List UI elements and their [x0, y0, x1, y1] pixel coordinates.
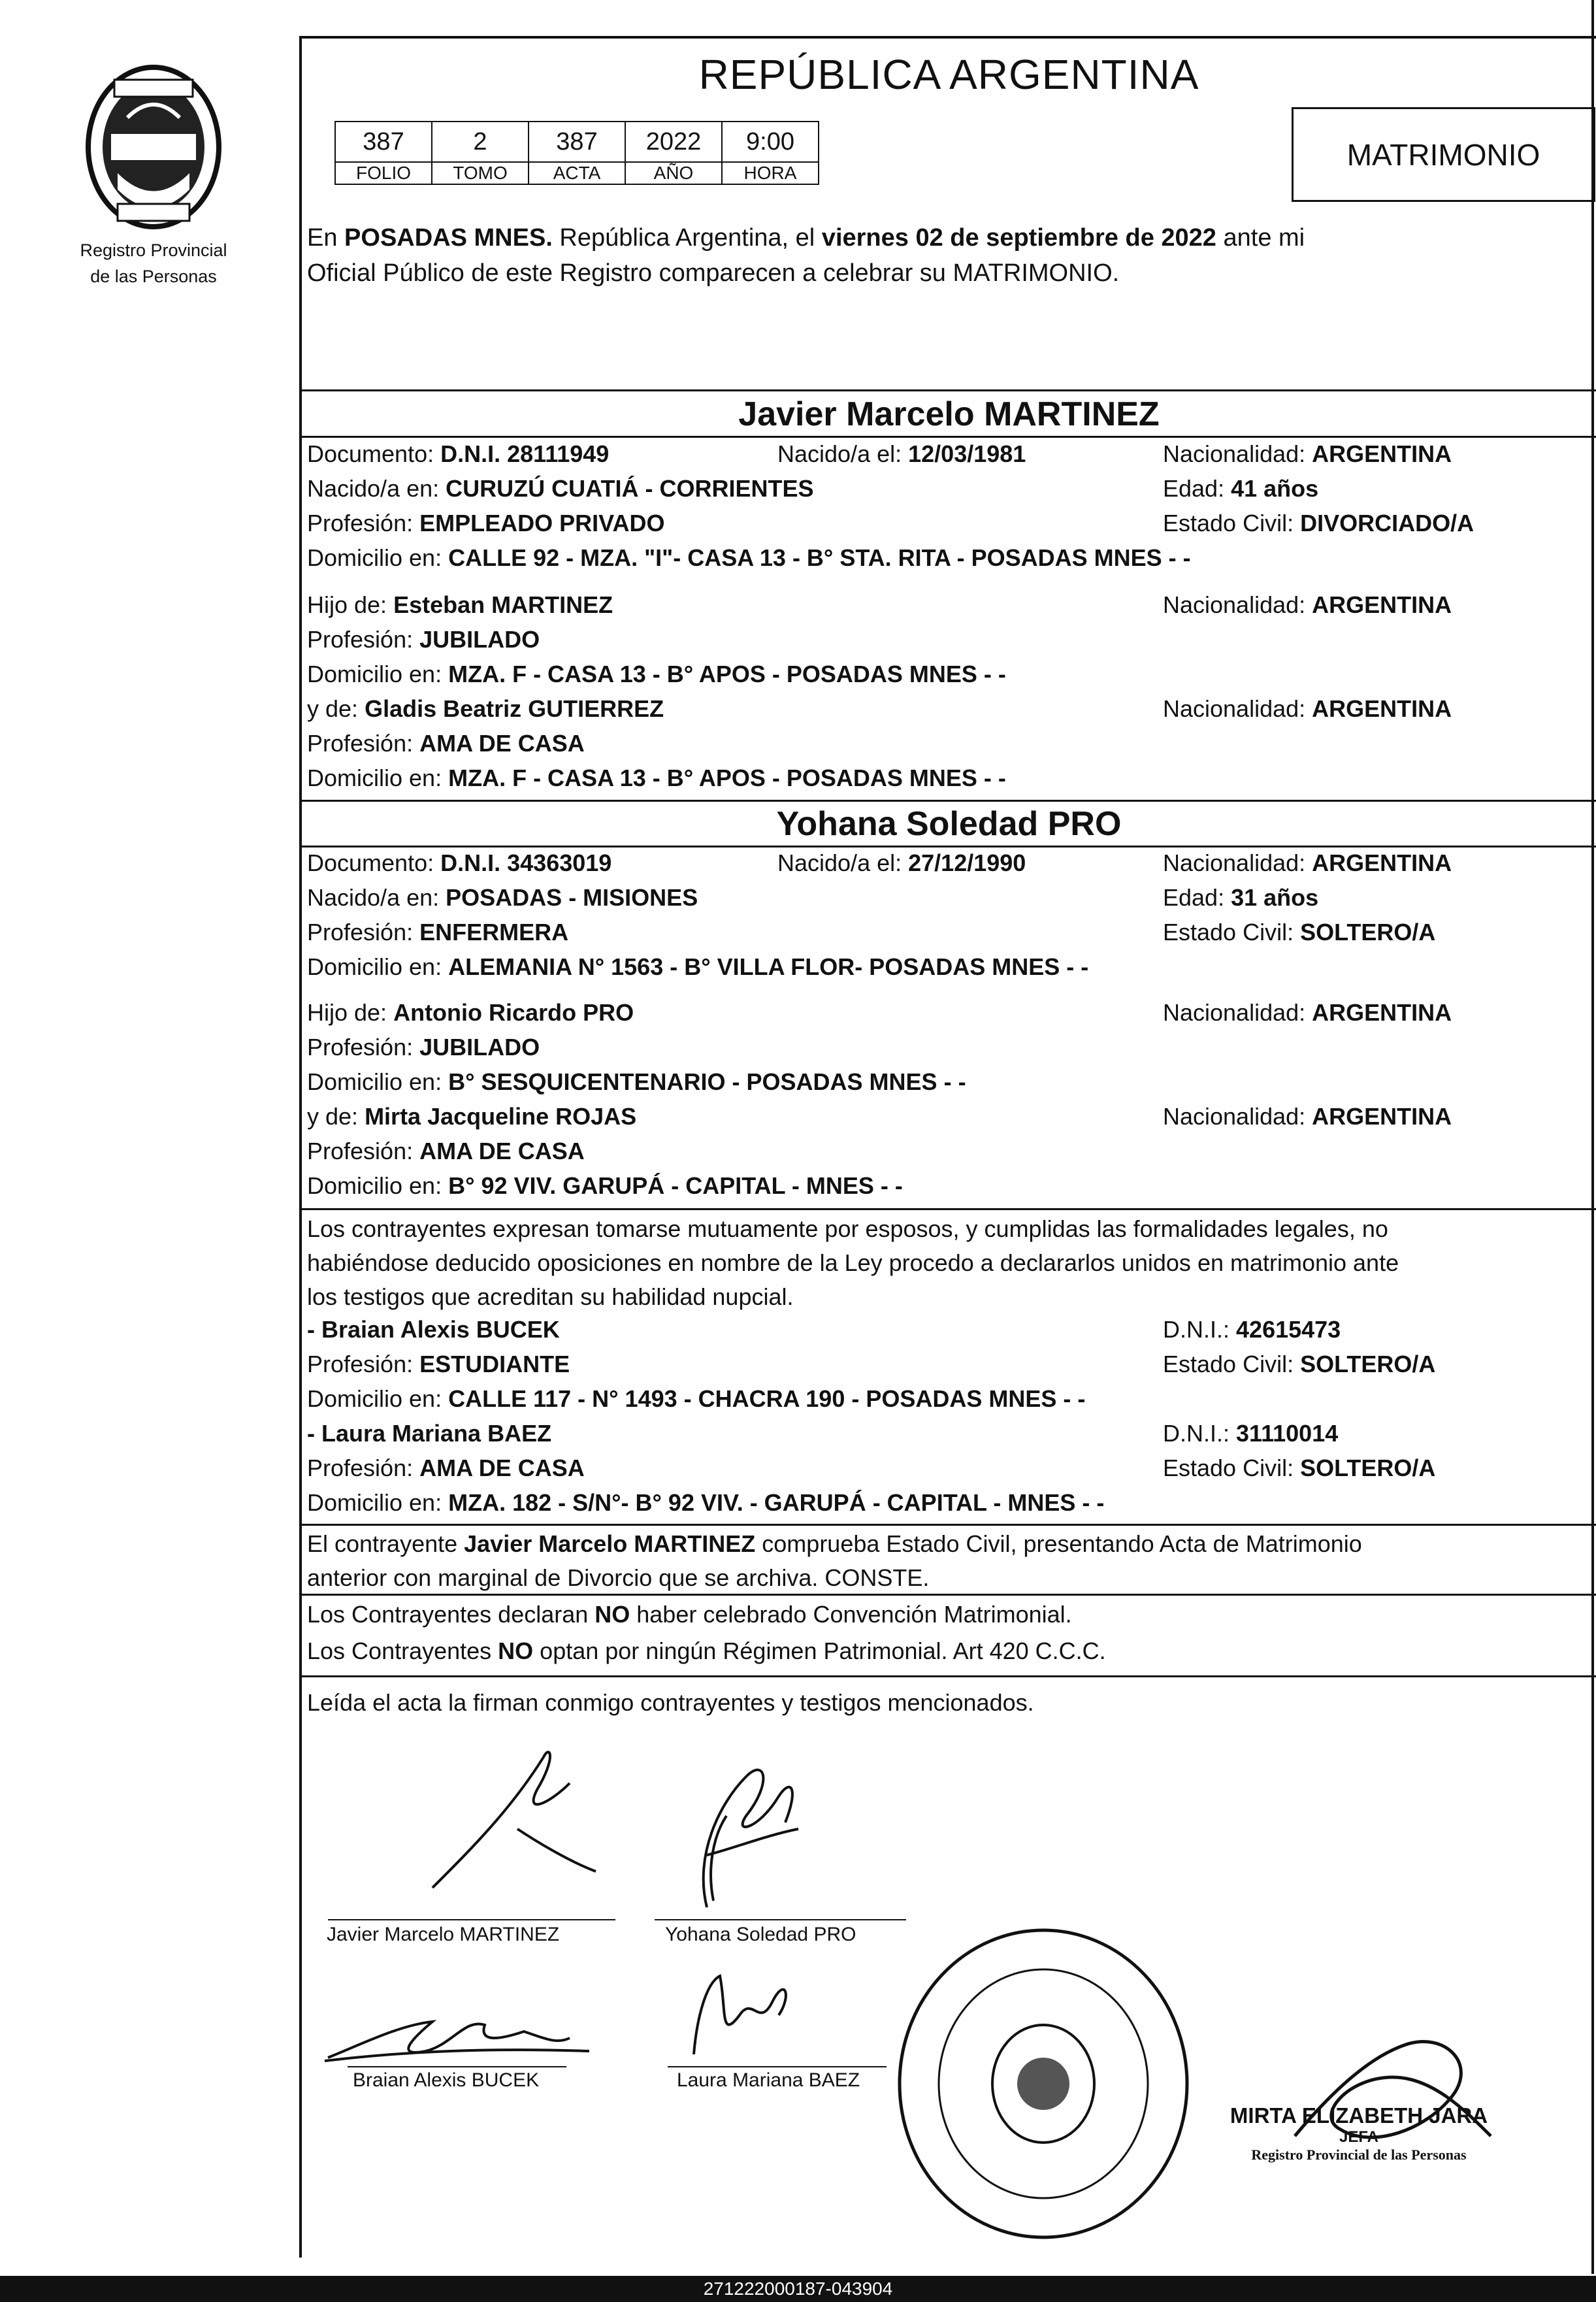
signature-witness2-icon [681, 1956, 792, 2061]
spouse1-mother-address: Domicilio en: MZA. F - CASA 13 - B° APOS - POSADAS MNES - - [307, 765, 1006, 791]
year-value: 2022 [625, 122, 722, 162]
intro-paragraph: En POSADAS MNES. República Argentina, el viernes 02 de septiembre de 2022 ante mi Oficial Público de este Registro comparecen a celebrar su MATRIMONIO. [307, 224, 1305, 287]
witness2-job: Profesión: AMA DE CASA Estado Civil: SOLTERO/A [307, 1455, 1436, 1481]
divider [302, 1208, 1596, 1210]
act-frame [299, 36, 1596, 2258]
signature-spouse1-icon [419, 1731, 602, 1901]
spouse2-row-address: Domicilio en: ALEMANIA N° 1563 - B° VILLA FLOR- POSADAS MNES - - [307, 953, 1089, 980]
acta-value: 387 [529, 122, 625, 162]
document-barcode-code: 271222000187-043904 [0, 2276, 1596, 2302]
divider [302, 846, 1596, 847]
act-fields-table [334, 121, 819, 185]
signature-caption-spouse1: Javier Marcelo MARTINEZ [327, 1924, 560, 1945]
signature-witness1-icon [321, 1999, 596, 2071]
official-name: MIRTA ELIZABETH JARA [1230, 2103, 1488, 2128]
registry-logo [46, 59, 261, 288]
spouse2-mother-job: Profesión: AMA DE CASA [307, 1138, 585, 1164]
acta-label: ACTA [529, 162, 625, 184]
spouse1-mother-job: Profesión: AMA DE CASA [307, 730, 585, 757]
witness2-address: Domicilio en: MZA. 182 - S/N°- B° 92 VIV. - GARUPÁ - CAPITAL - MNES - - [307, 1489, 1105, 1516]
spouse2-mother-address: Domicilio en: B° 92 VIV. GARUPÁ - CAPITAL - MNES - - [307, 1172, 903, 1199]
witness1-job: Profesión: ESTUDIANTE Estado Civil: SOLTERO/A [307, 1351, 1436, 1377]
spouse2-mother: y de: Mirta Jacqueline ROJAS Nacionalidad: ARGENTINA [307, 1103, 1452, 1130]
divider [302, 1524, 1596, 1526]
divider [302, 800, 1596, 802]
spouse2-row-birthplace: Nacido/a en: POSADAS - MISIONES Edad: 31 años [307, 884, 1319, 911]
divider [302, 436, 1596, 438]
province-seal-icon [78, 59, 229, 235]
spouse2-father-job: Profesión: JUBILADO [307, 1034, 540, 1061]
page-title: REPÚBLICA ARGENTINA [698, 51, 1199, 98]
registry-stamp-icon [890, 1920, 1197, 2247]
spouse1-name: Javier Marcelo MARTINEZ [738, 395, 1160, 433]
folio-label: FOLIO [335, 162, 432, 184]
signature-line [655, 1919, 906, 1920]
spouse1-row-job: Profesión: EMPLEADO PRIVADO Estado Civil: DIVORCIADO/A [307, 510, 1474, 536]
hour-value: 9:00 [722, 122, 819, 162]
divider [302, 389, 1596, 391]
civil-status-note: El contrayente Javier Marcelo MARTINEZ comprueba Estado Civil, presentando Acta de Matrimonio anterior con marginal de Divorcio que se archiva. CONSTE. [307, 1530, 1362, 1591]
spouse1-father: Hijo de: Esteban MARTINEZ Nacionalidad: ARGENTINA [307, 591, 1452, 618]
official-role: JEFA [1339, 2128, 1379, 2146]
closing-statement: Leída el acta la firman conmigo contrayentes y testigos mencionados. [307, 1689, 1034, 1716]
spouse1-mother: y de: Gladis Beatriz GUTIERREZ Nacionalidad: ARGENTINA [307, 695, 1452, 722]
signature-line [348, 2066, 566, 2067]
spouse1-father-address: Domicilio en: MZA. F - CASA 13 - B° APOS - POSADAS MNES - - [307, 661, 1006, 687]
spouse2-row-job: Profesión: ENFERMERA Estado Civil: SOLTERO/A [307, 919, 1436, 945]
spouse2-father-address: Domicilio en: B° SESQUICENTENARIO - POSADAS MNES - - [307, 1068, 966, 1095]
witness1-name: - Braian Alexis BUCEK D.N.I.: 42615473 [307, 1316, 1341, 1343]
signature-line [328, 1919, 615, 1920]
signature-caption-spouse2: Yohana Soledad PRO [665, 1924, 856, 1945]
divider [302, 1675, 1596, 1677]
declaration-paragraph: Los contrayentes expresan tomarse mutuamente por esposos, y cumplidas las formalidades legales, no habiéndose deducido oposiciones en nombre de la Ley procedo a declararlos unidos en matrimonio ante los testigos que acreditan su habilidad nupcial. [307, 1215, 1399, 1310]
tomo-label: TOMO [432, 162, 529, 184]
official-org: Registro Provincial de las Personas [1251, 2146, 1467, 2163]
tomo-value: 2 [432, 122, 529, 162]
act-type-box: MATRIMONIO [1292, 107, 1595, 202]
spouse1-row-address: Domicilio en: CALLE 92 - MZA. "I"- CASA 13 - B° STA. RITA - POSADAS MNES - - [307, 544, 1191, 571]
spouse1-father-job: Profesión: JUBILADO [307, 626, 540, 653]
hour-label: HORA [722, 162, 819, 184]
signature-caption-witness2: Laura Mariana BAEZ [677, 2069, 860, 2091]
logo-caption-2: de las Personas [90, 267, 217, 286]
spouse2-row-doc: Documento: D.N.I. 34363019 Nacido/a el: 27/12/1990 Nacionalidad: ARGENTINA [307, 849, 1452, 876]
patrimonial-note: Los Contrayentes declaran NO haber celebrado Convención Matrimonial. Los Contrayentes NO optan por ningún Régimen Patrimonial. Art 420 C.C.C. [307, 1601, 1106, 1664]
folio-value: 387 [335, 122, 432, 162]
spouse2-father: Hijo de: Antonio Ricardo PRO Nacionalidad: ARGENTINA [307, 999, 1452, 1026]
official-stamp-text [1222, 2103, 1496, 2163]
year-label: AÑO [625, 162, 722, 184]
logo-caption-1: Registro Provincial [80, 240, 227, 260]
page-border-right [1591, 0, 1594, 2274]
spouse1-row-birthplace: Nacido/a en: CURUZÚ CUATIÁ - CORRIENTES Edad: 41 años [307, 475, 1319, 502]
signature-caption-witness1: Braian Alexis BUCEK [353, 2069, 540, 2091]
witness1-address: Domicilio en: CALLE 117 - N° 1493 - CHACRA 190 - POSADAS MNES - - [307, 1385, 1086, 1412]
spouse1-row-doc: Documento: D.N.I. 28111949 Nacido/a el: 12/03/1981 Nacionalidad: ARGENTINA [307, 440, 1452, 467]
divider [302, 1594, 1596, 1596]
signature-line [668, 2066, 887, 2067]
witness2-name: - Laura Mariana BAEZ D.N.I.: 31110014 [307, 1420, 1339, 1447]
signature-spouse2-icon [668, 1737, 824, 1933]
spouse2-name: Yohana Soledad PRO [776, 805, 1122, 843]
